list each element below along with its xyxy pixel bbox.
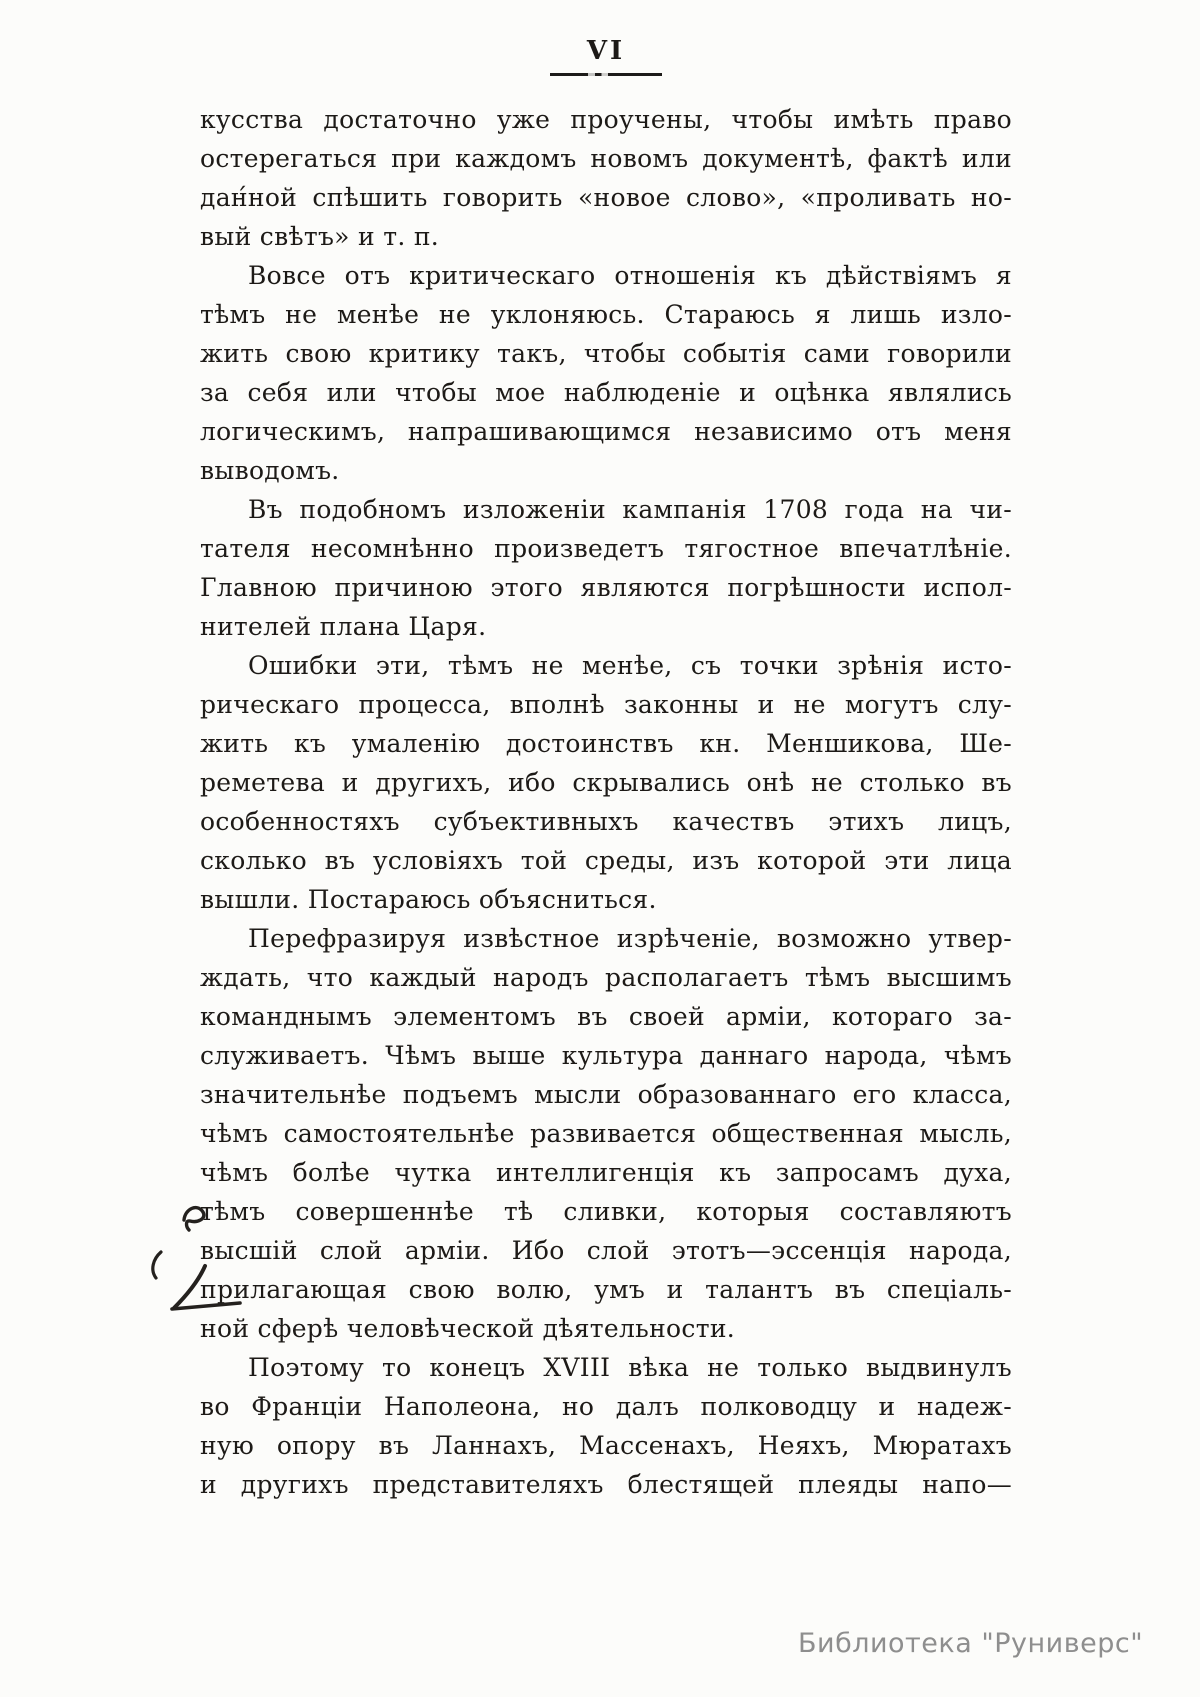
text-line: чѣмъ болѣе чутка интеллигенція къ запросамъ духа, [200, 1158, 1012, 1187]
text-line: жить свою критику такъ, чтобы событія сами говорили [200, 339, 1012, 368]
text-line: команднымъ элементомъ въ своей арміи, котораго за- [200, 1002, 1012, 1031]
text-line: тѣмъ не менѣе не уклоняюсь. Стараюсь я лишь изло- [200, 300, 1012, 329]
text-line: значительнѣе подъемъ мысли образованнаго его класса, [200, 1080, 1012, 1109]
text-line: Главною причиною этого являются погрѣшности испол- [200, 573, 1012, 602]
text-line: ную опору въ Ланнахъ, Массенахъ, Неяхъ, Мюратахъ [200, 1431, 1012, 1460]
text-line: реметева и другихъ, ибо скрывались онѣ не столько въ [200, 768, 1012, 797]
header-rule [550, 73, 662, 76]
text-line: логическимъ, напрашивающимся независимо отъ меня [200, 417, 1012, 446]
text-line: вый свѣтъ» и т. п. [200, 222, 440, 251]
text-line: Вовсе отъ критическаго отношенія къ дѣйствіямъ я [248, 261, 1012, 290]
paragraph [200, 1348, 1012, 1504]
paragraph [200, 256, 1012, 490]
paragraph [200, 919, 1012, 1348]
text-line: служиваетъ. Чѣмъ выше культура даннаго народа, чѣмъ [200, 1041, 1012, 1070]
text-line: остерегаться при каждомъ новомъ документѣ, фактѣ или [200, 144, 1012, 173]
text-line: жить къ умаленію достоинствъ кн. Меншикова, Ше- [200, 729, 1012, 758]
text-line: выводомъ. [200, 456, 340, 485]
text-line: нителей плана Царя. [200, 612, 487, 641]
text-line: за себя или чтобы мое наблюденіе и оцѣнка являлись [200, 378, 1012, 407]
page-number: VI [586, 36, 626, 66]
text-line: Въ подобномъ изложеніи кампанія 1708 года на чи- [248, 495, 1012, 524]
text-line: Перефразируя извѣстное изрѣченіе, возможно утвер- [248, 924, 1012, 953]
paragraph [200, 646, 1012, 919]
text-line: Ошибки эти, тѣмъ не менѣе, съ точки зрѣнія исто- [248, 651, 1012, 680]
text-line: чѣмъ самостоятельнѣе развивается общественная мысль, [200, 1119, 1012, 1148]
text-line: и другихъ представителяхъ блестящей плеяды напо— [200, 1470, 1012, 1499]
text-column [200, 100, 1012, 1504]
text-line: тателя несомнѣнно произведетъ тягостное впечатлѣніе. [200, 534, 1012, 563]
text-line: сколько въ условіяхъ той среды, изъ которой эти лица [200, 846, 1012, 875]
paragraph [200, 490, 1012, 646]
text-line: прилагающая свою волю, умъ и талантъ въ спеціаль- [200, 1275, 1012, 1304]
text-line: тѣмъ совершеннѣе тѣ сливки, которыя составляютъ [200, 1197, 1012, 1226]
text-line: вышли. Постараюсь объясниться. [200, 885, 657, 914]
text-line: особенностяхъ субъективныхъ качествъ этихъ лицъ, [200, 807, 1012, 836]
library-watermark: Библиотека "Руниверс" [798, 1628, 1144, 1659]
text-line: кусства достаточно уже проучены, чтобы имѣть право [200, 105, 1012, 134]
page-header [200, 36, 1012, 76]
text-line: высшій слой арміи. Ибо слой этотъ—эссенція народа, [200, 1236, 1012, 1265]
text-line: дан́ной спѣшить говорить «новое слово», «проливать но- [200, 183, 1012, 212]
text-line: ждать, что каждый народъ располагаетъ тѣмъ высшимъ [200, 963, 1012, 992]
text-line: ной сферѣ человѣческой дѣятельности. [200, 1314, 736, 1343]
text-line: рическаго процесса, вполнѣ законны и не могутъ слу- [200, 690, 1012, 719]
paragraph [200, 100, 1012, 256]
text-line: во Франціи Наполеона, но далъ полководцу и надеж- [200, 1392, 1012, 1421]
text-line: Поэтому то конецъ XVIII вѣка не только выдвинулъ [248, 1353, 1012, 1382]
